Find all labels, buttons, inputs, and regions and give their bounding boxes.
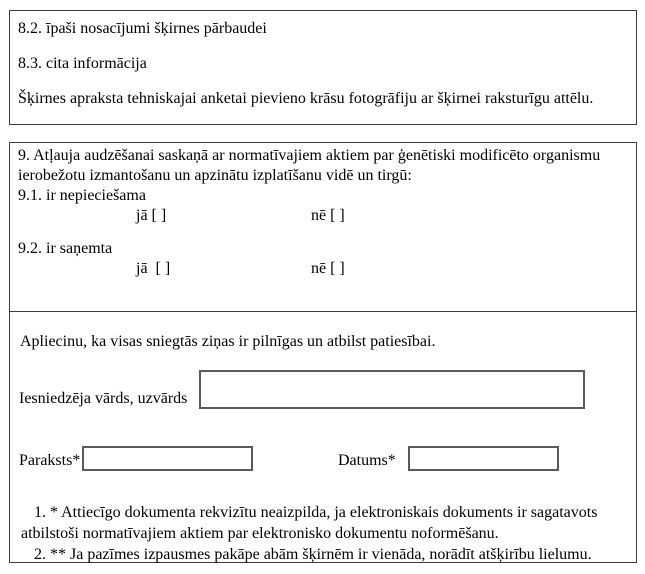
declaration-box xyxy=(9,311,637,563)
footnote-2: 2. ** Ja pazīmes izpausmes pakāpe abām šķirnēm ir vienāda, norādīt atšķirību lielumu. xyxy=(34,546,592,563)
applicant-name-input[interactable] xyxy=(199,370,585,409)
section-9-box xyxy=(9,142,637,312)
checkbox-9-1-no[interactable]: nē [ ] xyxy=(311,207,345,224)
date-input[interactable] xyxy=(408,446,559,471)
item-8-2: 8.2. īpaši nosacījumi šķirnes pārbaudei xyxy=(18,20,267,37)
signature-label: Paraksts* xyxy=(19,452,81,469)
question-9-1-options xyxy=(18,206,627,226)
question-9-1-label: 9.1. ir nepieciešama xyxy=(18,187,146,204)
date-label: Datums* xyxy=(338,452,396,469)
footnotes xyxy=(21,502,629,565)
checkbox-9-1-yes[interactable]: jā [ ] xyxy=(136,207,167,224)
section-8-note: Šķirnes apraksta tehniskajai anketai pievieno krāsu fotogrāfiju ar šķirnei raksturīgu attēlu. xyxy=(18,90,594,107)
applicant-name-label: Iesniedzēja vārds, uzvārds xyxy=(19,390,188,407)
footnote-1: 1. * Attiecīgo dokumenta rekvizītu neaizpilda, ja elektroniskais dokuments ir sagatavots atbilstoši normatīvajiem aktiem par elektronisko dokumentu noformēšanu. xyxy=(21,504,598,542)
declaration-statement: Apliecinu, ka visas sniegtās ziņas ir pilnīgas un atbilst patiesībai. xyxy=(20,333,436,350)
checkbox-9-2-yes[interactable]: jā [ ] xyxy=(136,260,171,277)
question-9-2-label: 9.2. ir saņemta xyxy=(18,240,113,257)
question-9-2-options xyxy=(18,259,627,279)
section-9-intro: 9. Atļauja audzēšanai saskaņā ar normatīvajiem aktiem par ģenētiski modificēto organismu ierobežotu izmantošanu un apzinātu izplatīšanu vidē un tirgū: xyxy=(18,147,601,184)
signature-input[interactable] xyxy=(82,446,253,471)
item-8-3: 8.3. cita informācija xyxy=(18,55,147,72)
section-8-box xyxy=(9,10,637,125)
checkbox-9-2-no[interactable]: nē [ ] xyxy=(311,260,345,277)
